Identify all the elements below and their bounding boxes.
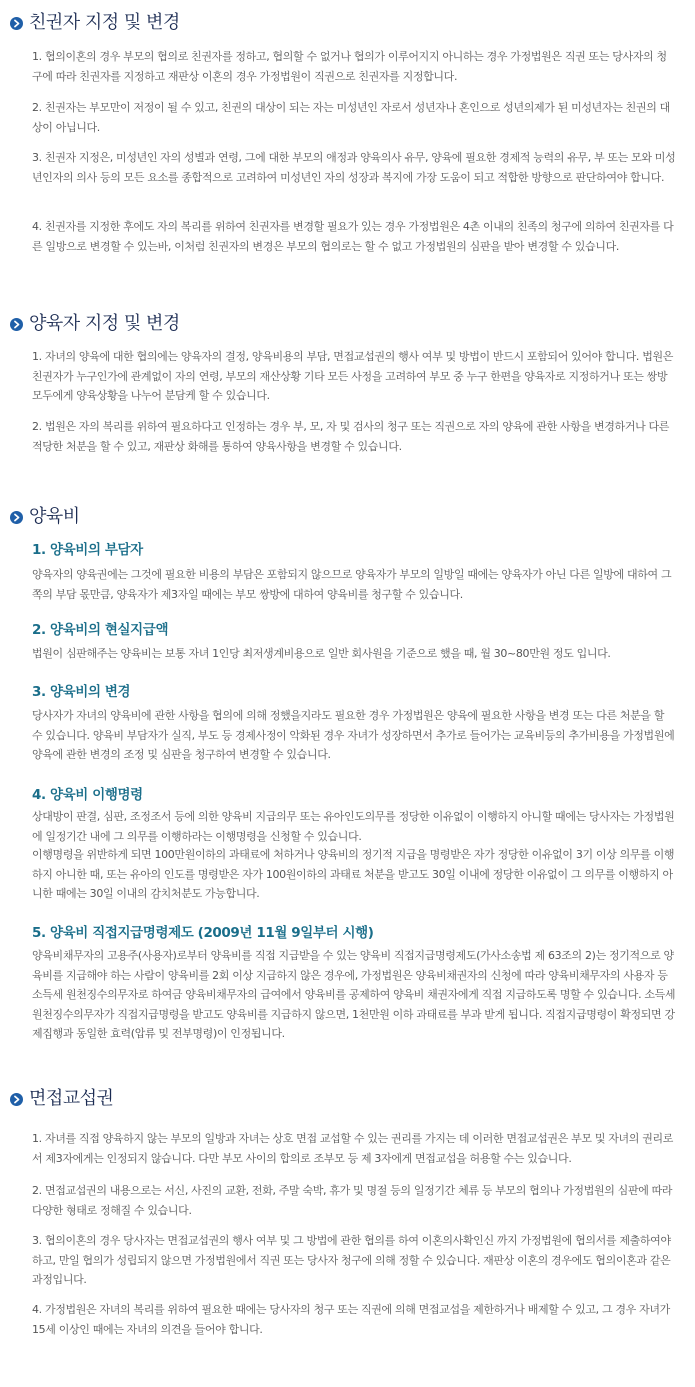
- section-title: 친권자 지정 및 변경: [29, 12, 180, 33]
- paragraph: 1. 자녀의 양육에 대한 협의에는 양육자의 결정, 양육비용의 부담, 면접교섭권의 행사 여부 및 방법이 반드시 포함되어 있어야 합니다. 법원은 친권자가 누구인가에 관계없이 자의 연령, 부모의 재산상황 기타 모든 사정을 고려하여 부모 중 누구 한편을 양육자로 지정하거나 또는 쌍방 모두에게 양육상황을 나누어 분담케 할 수 있습니다.: [32, 350, 674, 402]
- paragraph: 1. 협의이혼의 경우 부모의 협의로 친권자를 정하고, 협의할 수 없거나 협의가 이루어지지 아니하는 경우 가정법원은 직권 또는 당사자의 청구에 따라 친권자를 지정하고 재판상 이혼의 경우 가정법원이 직권으로 친권자를 지정합니다.: [32, 50, 667, 83]
- paragraph: 당사자가 자녀의 양육비에 관한 사항을 협의에 의해 정했을지라도 필요한 경우 가정법원은 양육에 필요한 사항을 변경 또는 다른 처분을 할 수 있습니다. 양육비 부담자가 실직, 부도 등 경제사정이 악화된 경우 자녀가 성장하면서 추가로 들어가는 교육비등의 추가비용을 가정법원에 양육에 관한 변경의 조정 및 심판을 청구하여 변경할 수 있습니다.: [32, 709, 675, 761]
- section-header: [0, 1086, 695, 1112]
- subsection-heading: 1. 양육비의 부담자: [32, 542, 143, 558]
- paragraph: 4. 친권자를 지정한 후에도 자의 복리를 위하여 친권자를 변경할 필요가 있는 경우 가정법원은 4촌 이내의 친족의 청구에 의하여 친권자를 다른 일방으로 변경할 수 있는바, 이처럼 친권자의 변경은 부모의 협의로는 할 수 없고 가정법원의 심판을 받아 변경할 수 있습니다.: [32, 220, 674, 253]
- paragraph: 3. 친권자 지정은, 미성년인 자의 성별과 연령, 그에 대한 부모의 애정과 양육의사 유무, 양육에 필요한 경제적 능력의 유무, 부 또는 모와 미성년인자의 의사 등의 모든 요소를 종합적으로 고려하여 미성년인 자의 성장과 복지에 가장 도움이 되고 적합한 방향으로 판단하여야 합니다.: [32, 151, 676, 184]
- paragraph: 양육비채무자의 고용주(사용자)로부터 양육비를 직접 지급받을 수 있는 양육비 직접지급명령제도(가사소송법 제 63조의 2)는 정기적으로 양육비를 지급해야 하는 사람이 양육비를 2회 이상 지급하지 않은 경우에, 가정법원은 양육비채권자의 신청에 따라 양육비채무자의 사용자 등 소득세 원천징수의무자로 하여금 양육비채무자의 급여에서 양육비를 공제하여 양육비 채권자에게 직접 지급하도록 명할 수 있습니다. 소득세 원천징수의무자가 직접지급명령을 받고도 양육비를 지급하지 않으면, 1천만원 이하 과태료를 부과 받게 됩니다. 직접지급명령이 확정되면 강제집행과 동일한 효력(압류 및 전부명령)이 인정됩니다.: [32, 949, 676, 1040]
- circle-arrow-icon: [10, 17, 23, 30]
- section-guardian: [0, 311, 695, 337]
- section-header: [0, 504, 695, 530]
- paragraph: 2. 면접교섭권의 내용으로는 서신, 사진의 교환, 전화, 주말 숙박, 휴가 및 명절 등의 일정기간 체류 등 부모의 협의나 가정법원의 심판에 따라 다양한 형태로 정해질 수 있습니다.: [32, 1184, 673, 1217]
- paragraph: 1. 자녀를 직접 양육하지 않는 부모의 일방과 자녀는 상호 면접 교섭할 수 있는 권리를 가지는 데 이러한 면접교섭권은 부모 및 자녀의 권리로서 제3자에게는 인정되지 않습니다. 다만 부모 사이의 합의로 조부모 등 제 3자에게 면접교섭을 허용할 수는 있습니다.: [32, 1132, 674, 1165]
- paragraph: 상대방이 판결, 심판, 조정조서 등에 의한 양육비 지급의무 또는 유아인도의무를 정당한 이유없이 이행하지 아니할 때에는 당사자는 가정법원에 일정기간 내에 그 의무를 이행하라는 이행명령을 신청할 수 있습니다.: [32, 810, 675, 843]
- section-title: 면접교섭권: [29, 1088, 114, 1109]
- section-header: [0, 311, 695, 337]
- paragraph: 양육자의 양육권에는 그것에 필요한 비용의 부담은 포함되지 않으므로 양육자가 부모의 일방일 때에는 양육자가 아닌 다른 일방에 대하여 그 쪽의 부담 몫만큼, 양육자가 제3자일 때에는 부모 쌍방에 대하여 양육비를 청구할 수 있습니다.: [32, 568, 672, 601]
- section-title: 양육자 지정 및 변경: [29, 313, 180, 334]
- subsection-heading: 5. 양육비 직접지급명령제도 (2009년 11월 9일부터 시행): [32, 925, 374, 941]
- section-visitation: [0, 1086, 695, 1112]
- circle-arrow-icon: [10, 1093, 23, 1106]
- paragraph: 4. 가정법원은 자녀의 복리를 위하여 필요한 때에는 당사자의 청구 또는 직권에 의해 면접교섭을 제한하거나 배제할 수 있고, 그 경우 자녀가 15세 이상인 때에는 자녀의 의견을 들어야 합니다.: [32, 1303, 670, 1336]
- subsection-heading: 2. 양육비의 현실지급액: [32, 622, 169, 638]
- section-title: 양육비: [29, 506, 80, 527]
- paragraph: 2. 친권자는 부모만이 저정이 될 수 있고, 친권의 대상이 되는 자는 미성년인 자로서 성년자나 혼인으로 성년의제가 된 미성년자는 친권의 대상이 아닙니다.: [32, 101, 670, 134]
- circle-arrow-icon: [10, 318, 23, 331]
- section-child-support: [0, 504, 695, 530]
- subsection-heading: 4. 양육비 이행명령: [32, 787, 143, 803]
- section-custody: [0, 10, 695, 36]
- subsection-heading: 3. 양육비의 변경: [32, 684, 131, 700]
- circle-arrow-icon: [10, 511, 23, 524]
- section-header: [0, 10, 695, 36]
- paragraph: 3. 협의이혼의 경우 당사자는 면접교섭권의 행사 여부 및 그 방법에 관한 협의를 하여 이혼의사확인신 까지 가정법원에 협의서를 제출하여야 하고, 만일 협의가 성립되지 않으면 가정법원에서 직권 또는 당사자 청구에 의해 정할 수 있습니다. 재판상 이혼의 경우에도 협의이혼과 같은 과정입니다.: [32, 1234, 671, 1286]
- paragraph: 이행명령을 위반하게 되면 100만원이하의 과태료에 처하거나 양육비의 정기적 지급을 명령받은 자가 정당한 이유없이 3기 이상 의무를 이행하지 아니한 때, 또는 유아의 인도를 명령받은 자가 100원이하의 과태료 처분을 받고도 30일 이내에 정당한 이유없이 그 의무를 이행하지 아니한 때에는 30일 이내의 감치처분도 가능합니다.: [32, 848, 675, 900]
- paragraph: 2. 법원은 자의 복리를 위하여 필요하다고 인정하는 경우 부, 모, 자 및 검사의 청구 또는 직권으로 자의 양육에 관한 사항을 변경하거나 다른 적당한 처분을 할 수 있고, 재판상 화해를 통하여 양육사항을 변경할 수 있습니다.: [32, 420, 670, 453]
- paragraph: 법원이 심판해주는 양육비는 보통 자녀 1인당 최저생계비용으로 일반 회사원을 기준으로 했을 때, 월 30~80만원 정도 입니다.: [32, 647, 611, 660]
